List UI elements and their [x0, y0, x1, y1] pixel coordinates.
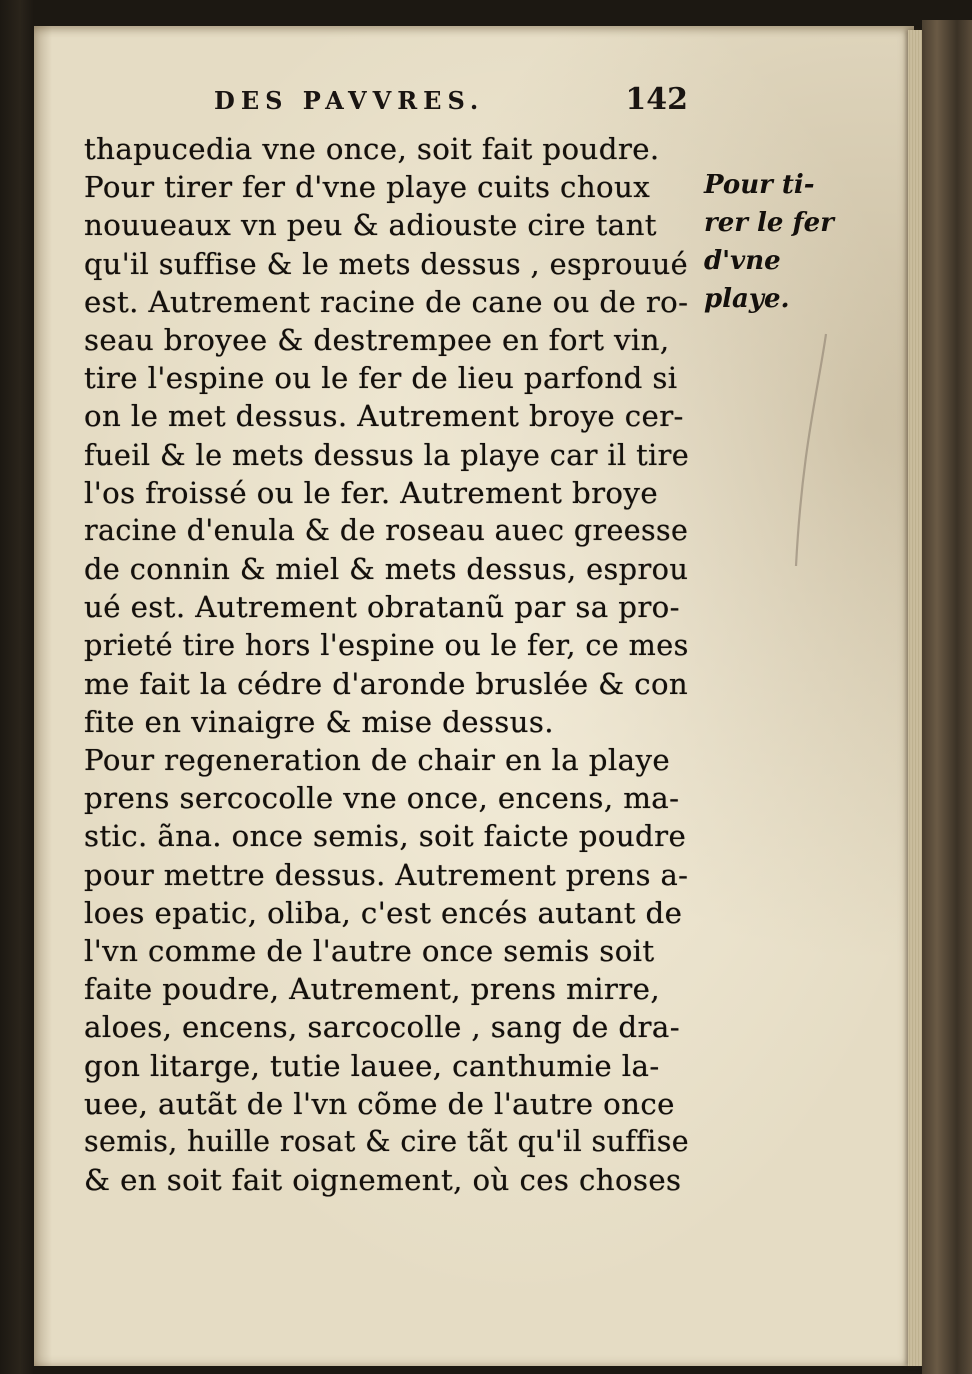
text-line: on le met dessus. Autrement broye cer-: [84, 399, 684, 434]
text-line: aloes, encens, sarcocolle , sang de dra-: [84, 1010, 680, 1045]
text-line: stic. ãna. once semis, soit faicte poudre: [84, 819, 687, 854]
margin-note-line: playe.: [704, 284, 790, 314]
text-line: pour mettre dessus. Autrement prens a-: [84, 857, 689, 892]
page-edges: [908, 30, 922, 1366]
text-line: de connin & miel & mets dessus, esprou: [84, 552, 689, 587]
margin-note-line: rer le fer: [704, 208, 834, 238]
margin-note-line: d'vne: [704, 246, 781, 276]
text-line: uee, autãt de l'vn cõme de l'autre once: [84, 1086, 675, 1121]
text-line: ué est. Autrement obratanũ par sa pro-: [84, 590, 680, 625]
page-header: [84, 82, 688, 126]
text-line: prens sercocolle vne once, encens, ma-: [84, 781, 680, 816]
text-line: fite en vinaigre & mise dessus.: [84, 704, 554, 739]
text-line: faite poudre, Autrement, prens mirre,: [84, 972, 661, 1007]
text-line: l'os froissé ou le fer. Autrement broye: [84, 475, 659, 510]
text-line: seau broyee & destrempee en fort vin,: [84, 322, 670, 357]
marginal-note: [704, 166, 834, 318]
text-line: semis, huille rosat & cire tãt qu'il suffise: [84, 1124, 689, 1158]
text-line: nouueaux vn peu & adiouste cire tant: [84, 208, 657, 243]
margin-note-line: Pour ti-: [704, 170, 815, 200]
text-line: tire l'espine ou le fer de lieu parfond si: [84, 361, 678, 396]
page-number: 142: [625, 82, 688, 117]
text-line: loes epatic, oliba, c'est encés autant de: [84, 895, 683, 930]
running-head: DES PAVVRES.: [214, 86, 485, 115]
body-text: [84, 130, 704, 1199]
text-line: me fait la cédre d'aronde bruslée & con: [84, 666, 689, 701]
text-line: prieté tire hors l'espine ou le fer, ce mes: [84, 628, 689, 663]
text-line: qu'il suffise & le mets dessus , esprouué: [84, 246, 689, 281]
text-line: thapucedia vne once, soit fait poudre.: [84, 132, 660, 166]
book-cover-edge: [922, 20, 972, 1374]
text-line: l'vn comme de l'autre once semis soit: [84, 933, 655, 968]
text-line: est. Autrement racine de cane ou de ro-: [84, 284, 689, 319]
text-line: Pour regeneration de chair en la playe: [84, 743, 671, 777]
pencil-mark: [788, 330, 848, 570]
text-line: fueil & le mets dessus la playe car il tire: [84, 437, 690, 472]
text-line: Pour tirer fer d'vne playe cuits choux: [84, 170, 651, 205]
text-line: gon litarge, tutie lauee, canthumie la-: [84, 1048, 660, 1083]
text-line: racine d'enula & de roseau auec greesse: [84, 513, 689, 547]
text-line: & en soit fait oignement, où ces choses: [84, 1163, 682, 1198]
